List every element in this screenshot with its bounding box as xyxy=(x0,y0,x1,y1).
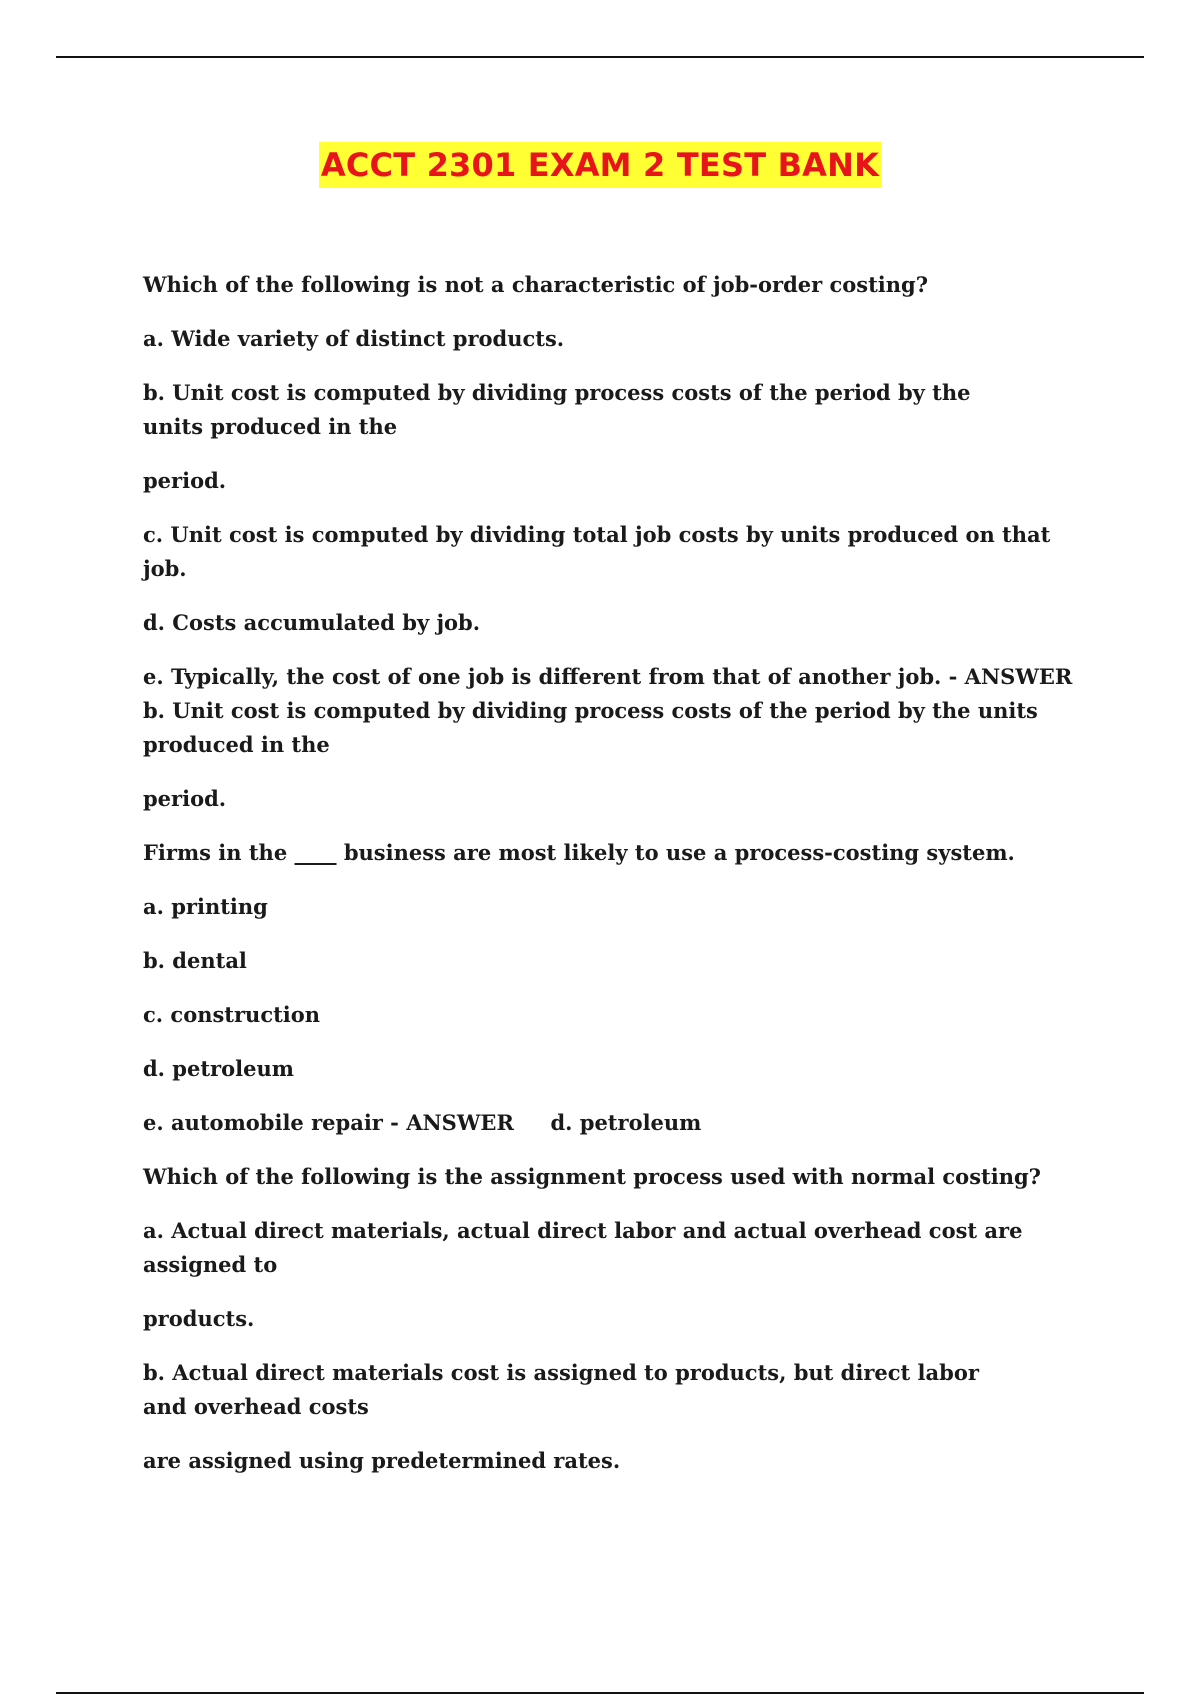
document-title: ACCT 2301 EXAM 2 TEST BANK xyxy=(319,142,881,188)
answer-option: a. printing xyxy=(143,894,268,919)
answer-option: d. petroleum xyxy=(143,1056,294,1081)
answer-continuation: period. xyxy=(143,786,227,811)
question-text: Which of the following is not a characteristic of job-order costing? xyxy=(143,272,929,297)
answer-option: b. Actual direct materials cost is assigned to products, but direct labor and overhead costs xyxy=(143,1360,979,1419)
answer-option-continuation: period. xyxy=(143,468,227,493)
answer-option: c. Unit cost is computed by dividing total job costs by units produced on that job. xyxy=(143,522,1051,581)
answer-option: b. Unit cost is computed by dividing process costs of the period by the units produced in the xyxy=(143,380,971,439)
answer-option-with-answer: e. automobile repair - ANSWER d. petroleum xyxy=(143,1110,702,1135)
answer-option: b. dental xyxy=(143,948,247,973)
answer-option-continuation: are assigned using predetermined rates. xyxy=(143,1448,621,1473)
answer-option-continuation: products. xyxy=(143,1306,255,1331)
answer-option-with-answer: e. Typically, the cost of one job is different from that of another job. - ANSWER b. Unit cost is computed by dividing process costs of the period by the units produced in the xyxy=(143,664,1109,757)
footer-rule xyxy=(56,1692,1144,1694)
question-text: Firms in the ____ business are most likely to use a process-costing system. xyxy=(143,840,1015,865)
question-body xyxy=(143,268,1109,1498)
answer-option: d. Costs accumulated by job. xyxy=(143,610,481,635)
title-container xyxy=(0,142,1200,188)
answer-option: a. Wide variety of distinct products. xyxy=(143,326,565,351)
question-text: Which of the following is the assignment process used with normal costing? xyxy=(143,1164,1041,1189)
answer-option: c. construction xyxy=(143,1002,321,1027)
header-rule xyxy=(56,56,1144,58)
answer-option: a. Actual direct materials, actual direct labor and actual overhead cost are assigned to xyxy=(143,1218,1023,1277)
